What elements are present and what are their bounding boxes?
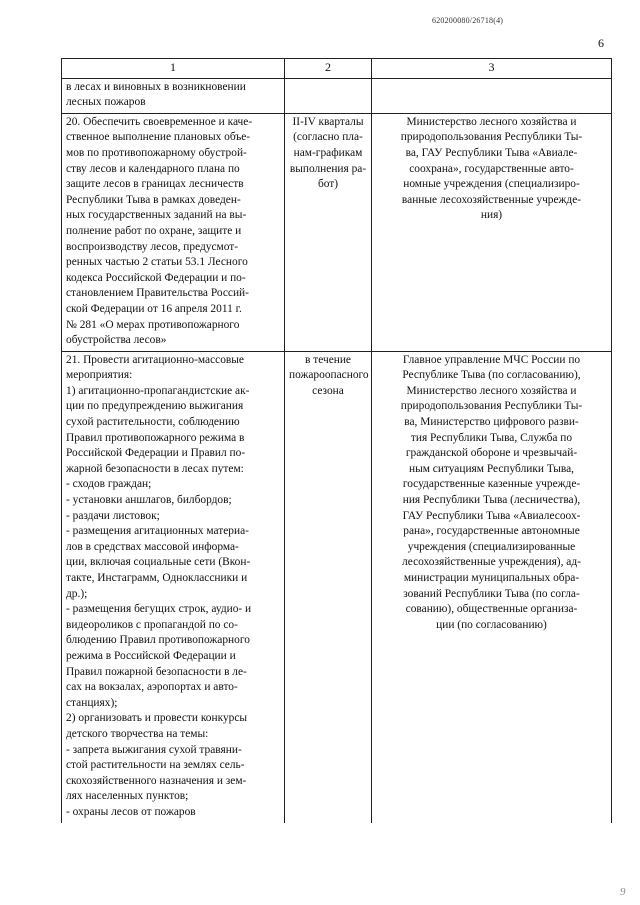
text-line: тия Республики Тыва, Служба по: [410, 431, 573, 444]
text-line: сованию), общественные организа-: [405, 603, 578, 616]
text-line: номные учреждения (специализиро-: [403, 178, 580, 191]
text-line: в течение: [304, 353, 351, 366]
text-line: режима в Российской Федерации и: [66, 649, 236, 662]
text-line: Правил пожарной безопасности в ле-: [66, 665, 247, 678]
text-line: природопользования Республики Ты-: [400, 131, 583, 144]
text-line: II-IV кварталы: [292, 115, 364, 128]
cell-responsible: [372, 78, 612, 113]
text-line: бот): [317, 178, 339, 191]
text-line: ва, ГАУ Республики Тыва «Авиале-: [405, 146, 578, 159]
text-line: ных государственных заданий на вы-: [66, 209, 247, 222]
text-line: такте, Инстаграмм, Одноклассники и: [66, 572, 248, 584]
table-row: [62, 78, 612, 113]
text-line: ции по предупреждению выжигания: [66, 400, 244, 413]
text-line: лов в средствах массовой информа-: [66, 540, 239, 553]
page-number: 6: [598, 36, 604, 50]
text-line: ния Республики Тыва (лесничества),: [402, 494, 581, 507]
text-line: ния): [480, 209, 503, 222]
text-line: - запрета выжигания сухой травяни-: [66, 743, 242, 756]
column-header-1: 1: [62, 59, 285, 79]
text-line: в лесах и виновных в возникновении: [66, 80, 246, 93]
cell-measure: [62, 113, 285, 351]
text-line: государственные казенные учрежде-: [402, 478, 581, 491]
text-line: становлением Правительства Россий-: [66, 287, 249, 300]
text-line: Российской Федерации и Правил по-: [66, 447, 246, 460]
cell-deadline: [285, 351, 372, 822]
text-line: Министерство лесного хозяйства и: [406, 115, 577, 128]
text-line: станциях);: [66, 696, 118, 709]
text-line: обустройства лесов»: [66, 334, 167, 347]
text-line: Республики Тыва в рамках доведен-: [66, 193, 241, 206]
text-line: скохозяйственного назначения и зем-: [66, 774, 247, 787]
text-line: полнение работ по охране, защите и: [66, 224, 242, 237]
text-line: сухой растительности, соблюдению: [66, 416, 240, 429]
text-line: зований Республики Тыва (по согла-: [403, 587, 580, 600]
text-line: 20. Обеспечить своевременное и каче-: [66, 115, 253, 128]
text-line: мероприятия:: [66, 369, 133, 382]
text-line: др.);: [66, 587, 88, 600]
text-line: Республике Тыва (по согласованию),: [402, 369, 581, 382]
text-line: 2) организовать и провести конкурсы: [66, 712, 248, 725]
table-row: [62, 351, 612, 822]
text-line: ным ситуациям Республики Тыва,: [408, 462, 575, 475]
text-line: Правил противопожарного режима в: [66, 431, 245, 444]
text-line: сезона: [312, 384, 344, 397]
handwritten-corner-mark: 9: [620, 886, 626, 898]
cell-responsible: [372, 351, 612, 822]
cell-deadline: [285, 113, 372, 351]
text-line: ской Федерации от 16 апреля 2011 г.: [66, 302, 242, 315]
document-registration-number: 620200080/26718(4): [432, 16, 504, 25]
text-line: сах на вокзалах, аэропортах и авто-: [66, 681, 238, 694]
text-line: ренных частью 2 статьи 53.1 Лесного: [66, 256, 248, 269]
text-line: Министерство лесного хозяйства и: [406, 384, 577, 397]
measures-table: [61, 58, 612, 823]
table-row: [62, 113, 612, 351]
text-line: ции, включая социальные сети (Вкон-: [66, 556, 251, 569]
text-line: рана», государственные автономные: [403, 525, 580, 538]
text-line: лях населенных пунктов;: [66, 790, 189, 803]
text-line: ва, Министерство цифрового разви-: [404, 416, 579, 429]
text-line: жарной безопасности в лесах путем:: [66, 462, 244, 475]
text-line: кодекса Российской Федерации и по-: [66, 271, 246, 284]
column-header-3: 3: [372, 59, 612, 79]
text-line: гражданской обороне и чрезвычай-: [405, 447, 578, 460]
text-line: (согласно пла-: [293, 131, 363, 144]
text-line: ванные лесохозяйственные учрежде-: [401, 193, 582, 206]
text-line: лесохозяйственные учреждения), ад-: [402, 556, 581, 569]
text-line: мов по противопожарному обустрой-: [66, 146, 247, 159]
cell-deadline: [285, 78, 372, 113]
text-line: 21. Провести агитационно-массовые: [66, 353, 244, 366]
text-line: воспроизводству лесов, предусмот-: [66, 240, 239, 253]
text-line: № 281 «О мерах противопожарного: [66, 318, 240, 331]
text-line: Главное управление МЧС России по: [402, 353, 581, 366]
text-line: стой растительности на землях сель-: [66, 759, 245, 772]
text-line: - охраны лесов от пожаров: [66, 805, 196, 818]
cell-responsible: [372, 113, 612, 351]
text-line: видеороликов с пропагандой по со-: [66, 618, 238, 631]
text-line: ции (по согласованию): [436, 618, 547, 631]
text-line: пожароопасного: [289, 369, 369, 382]
text-line: ственное выполнение плановых объе-: [66, 131, 251, 144]
text-line: выполнения ра-: [289, 162, 367, 175]
text-line: детского творчества на темы:: [66, 727, 209, 740]
text-line: министрации муниципальных обра-: [403, 572, 580, 584]
text-line: блюдению Правил противопожарного: [66, 634, 250, 647]
text-line: - установки аншлагов, билбордов;: [66, 494, 232, 507]
text-line: - сходов граждан;: [66, 478, 152, 491]
text-line: ГАУ Республики Тыва «Авиалесоох-: [402, 509, 581, 522]
text-line: лесных пожаров: [66, 96, 146, 109]
text-line: учреждения (специализированные: [407, 540, 576, 553]
text-line: - раздачи листовок;: [66, 509, 160, 522]
cell-measure: [62, 351, 285, 822]
text-line: соохрана», государственные авто-: [409, 162, 574, 175]
text-line: - размещения бегущих строк, аудио- и: [66, 603, 252, 616]
table-header-row: [62, 59, 612, 79]
text-line: ству лесов и календарного плана по: [66, 162, 240, 175]
text-line: нам-графикам: [293, 146, 363, 159]
text-line: защите лесов в границах лесничеств: [66, 178, 244, 191]
text-line: - размещения агитационных материа-: [66, 525, 249, 538]
cell-measure: [62, 78, 285, 113]
text-line: природопользования Республики Ты-: [400, 400, 583, 413]
text-line: 1) агитационно-пропагандистские ак-: [66, 384, 250, 397]
column-header-2: 2: [285, 59, 372, 79]
